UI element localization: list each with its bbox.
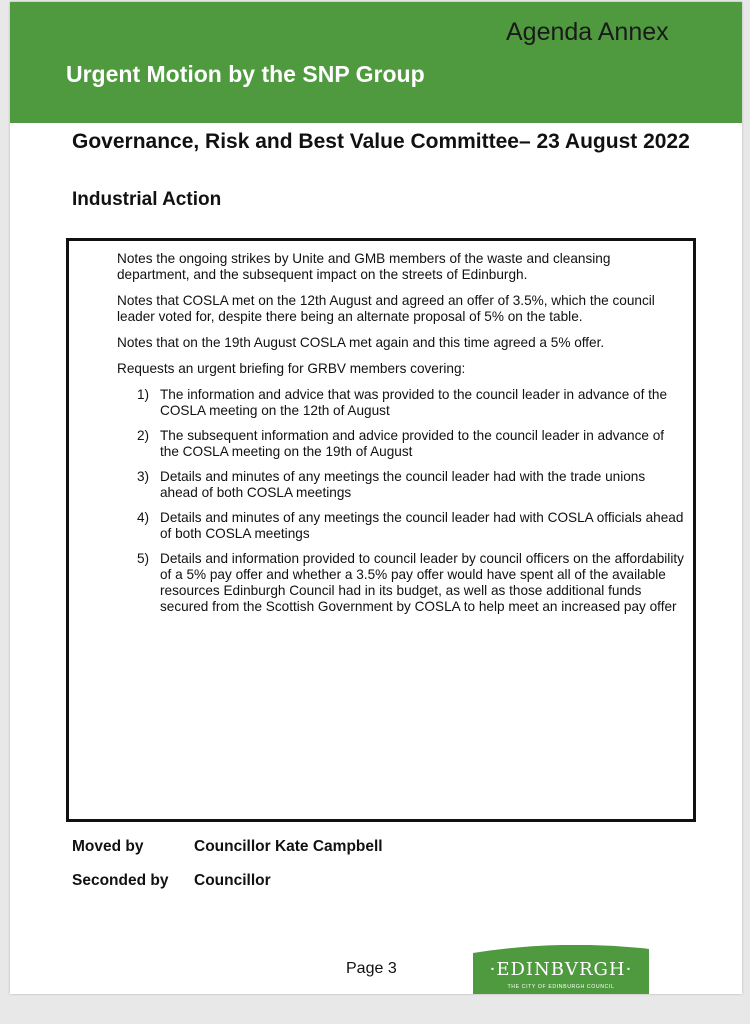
motion-paragraph: Notes that COSLA met on the 12th August and agreed an offer of 3.5%, which the council leader voted for, despite there being an alternate proposal of 5% on the table. [117,293,655,324]
committee-title: Governance, Risk and Best Value Committee– 23 August 2022 [72,130,690,153]
motion-paragraph: Requests an urgent briefing for GRBV members covering: [117,361,466,376]
list-item-text: The information and advice that was provided to the council leader in advance of the COSLA meeting on the 12th of August [160,387,668,418]
svg-text:THE CITY OF EDINBURGH COUNCIL: THE CITY OF EDINBURGH COUNCIL [507,984,615,990]
list-item [117,551,685,615]
motion-paragraph: Notes that on the 19th August COSLA met again and this time agreed a 5% offer. [117,335,605,350]
list-item [117,510,685,542]
list-item-text: Details and minutes of any meetings the council leader had with the trade unions ahead of both COSLA meetings [160,469,646,500]
motion-body [117,251,685,624]
list-item [117,428,685,460]
list-item-number: 2) [137,428,150,443]
edinburgh-council-logo [473,945,649,994]
agenda-annex-label: Agenda Annex [506,18,669,46]
banner-title: Urgent Motion by the SNP Group [66,61,425,87]
list-item [117,469,685,501]
moved-by-value: Councillor Kate Campbell [194,838,383,855]
motion-box [66,238,696,822]
list-item-text: Details and information provided to council leader by council officers on the affordability of a 5% pay offer and whether a 3.5% pay offer would have spent all of the available resources Edinburgh Council had in its budget, as well as those additional funds secured from the Scottish Government by COSLA to help meet an increased pay offer [160,551,684,614]
seconded-by-value: Councillor [194,872,271,889]
moved-by-label: Moved by [72,838,144,855]
list-item-number: 4) [137,510,150,525]
motion-paragraph: Notes the ongoing strikes by Unite and GMB members of the waste and cleansing department, and the subsequent impact on the streets of Edinburgh. [117,251,611,282]
list-item-number: 3) [137,469,150,484]
seconded-by-label: Seconded by [72,872,169,889]
motion-subject: Industrial Action [72,189,222,210]
document-page [10,2,742,994]
list-item-text: The subsequent information and advice provided to the council leader in advance of the COSLA meeting on the 19th of August [160,428,665,459]
list-item-number: 5) [137,551,150,566]
list-item-number: 1) [137,387,150,402]
briefing-list [117,387,685,615]
list-item [117,387,685,419]
page-number: Page 3 [346,960,397,977]
list-item-text: Details and minutes of any meetings the council leader had with COSLA officials ahead of both COSLA meetings [160,510,684,541]
svg-text:·EDINBVRGH·: ·EDINBVRGH· [489,959,633,980]
